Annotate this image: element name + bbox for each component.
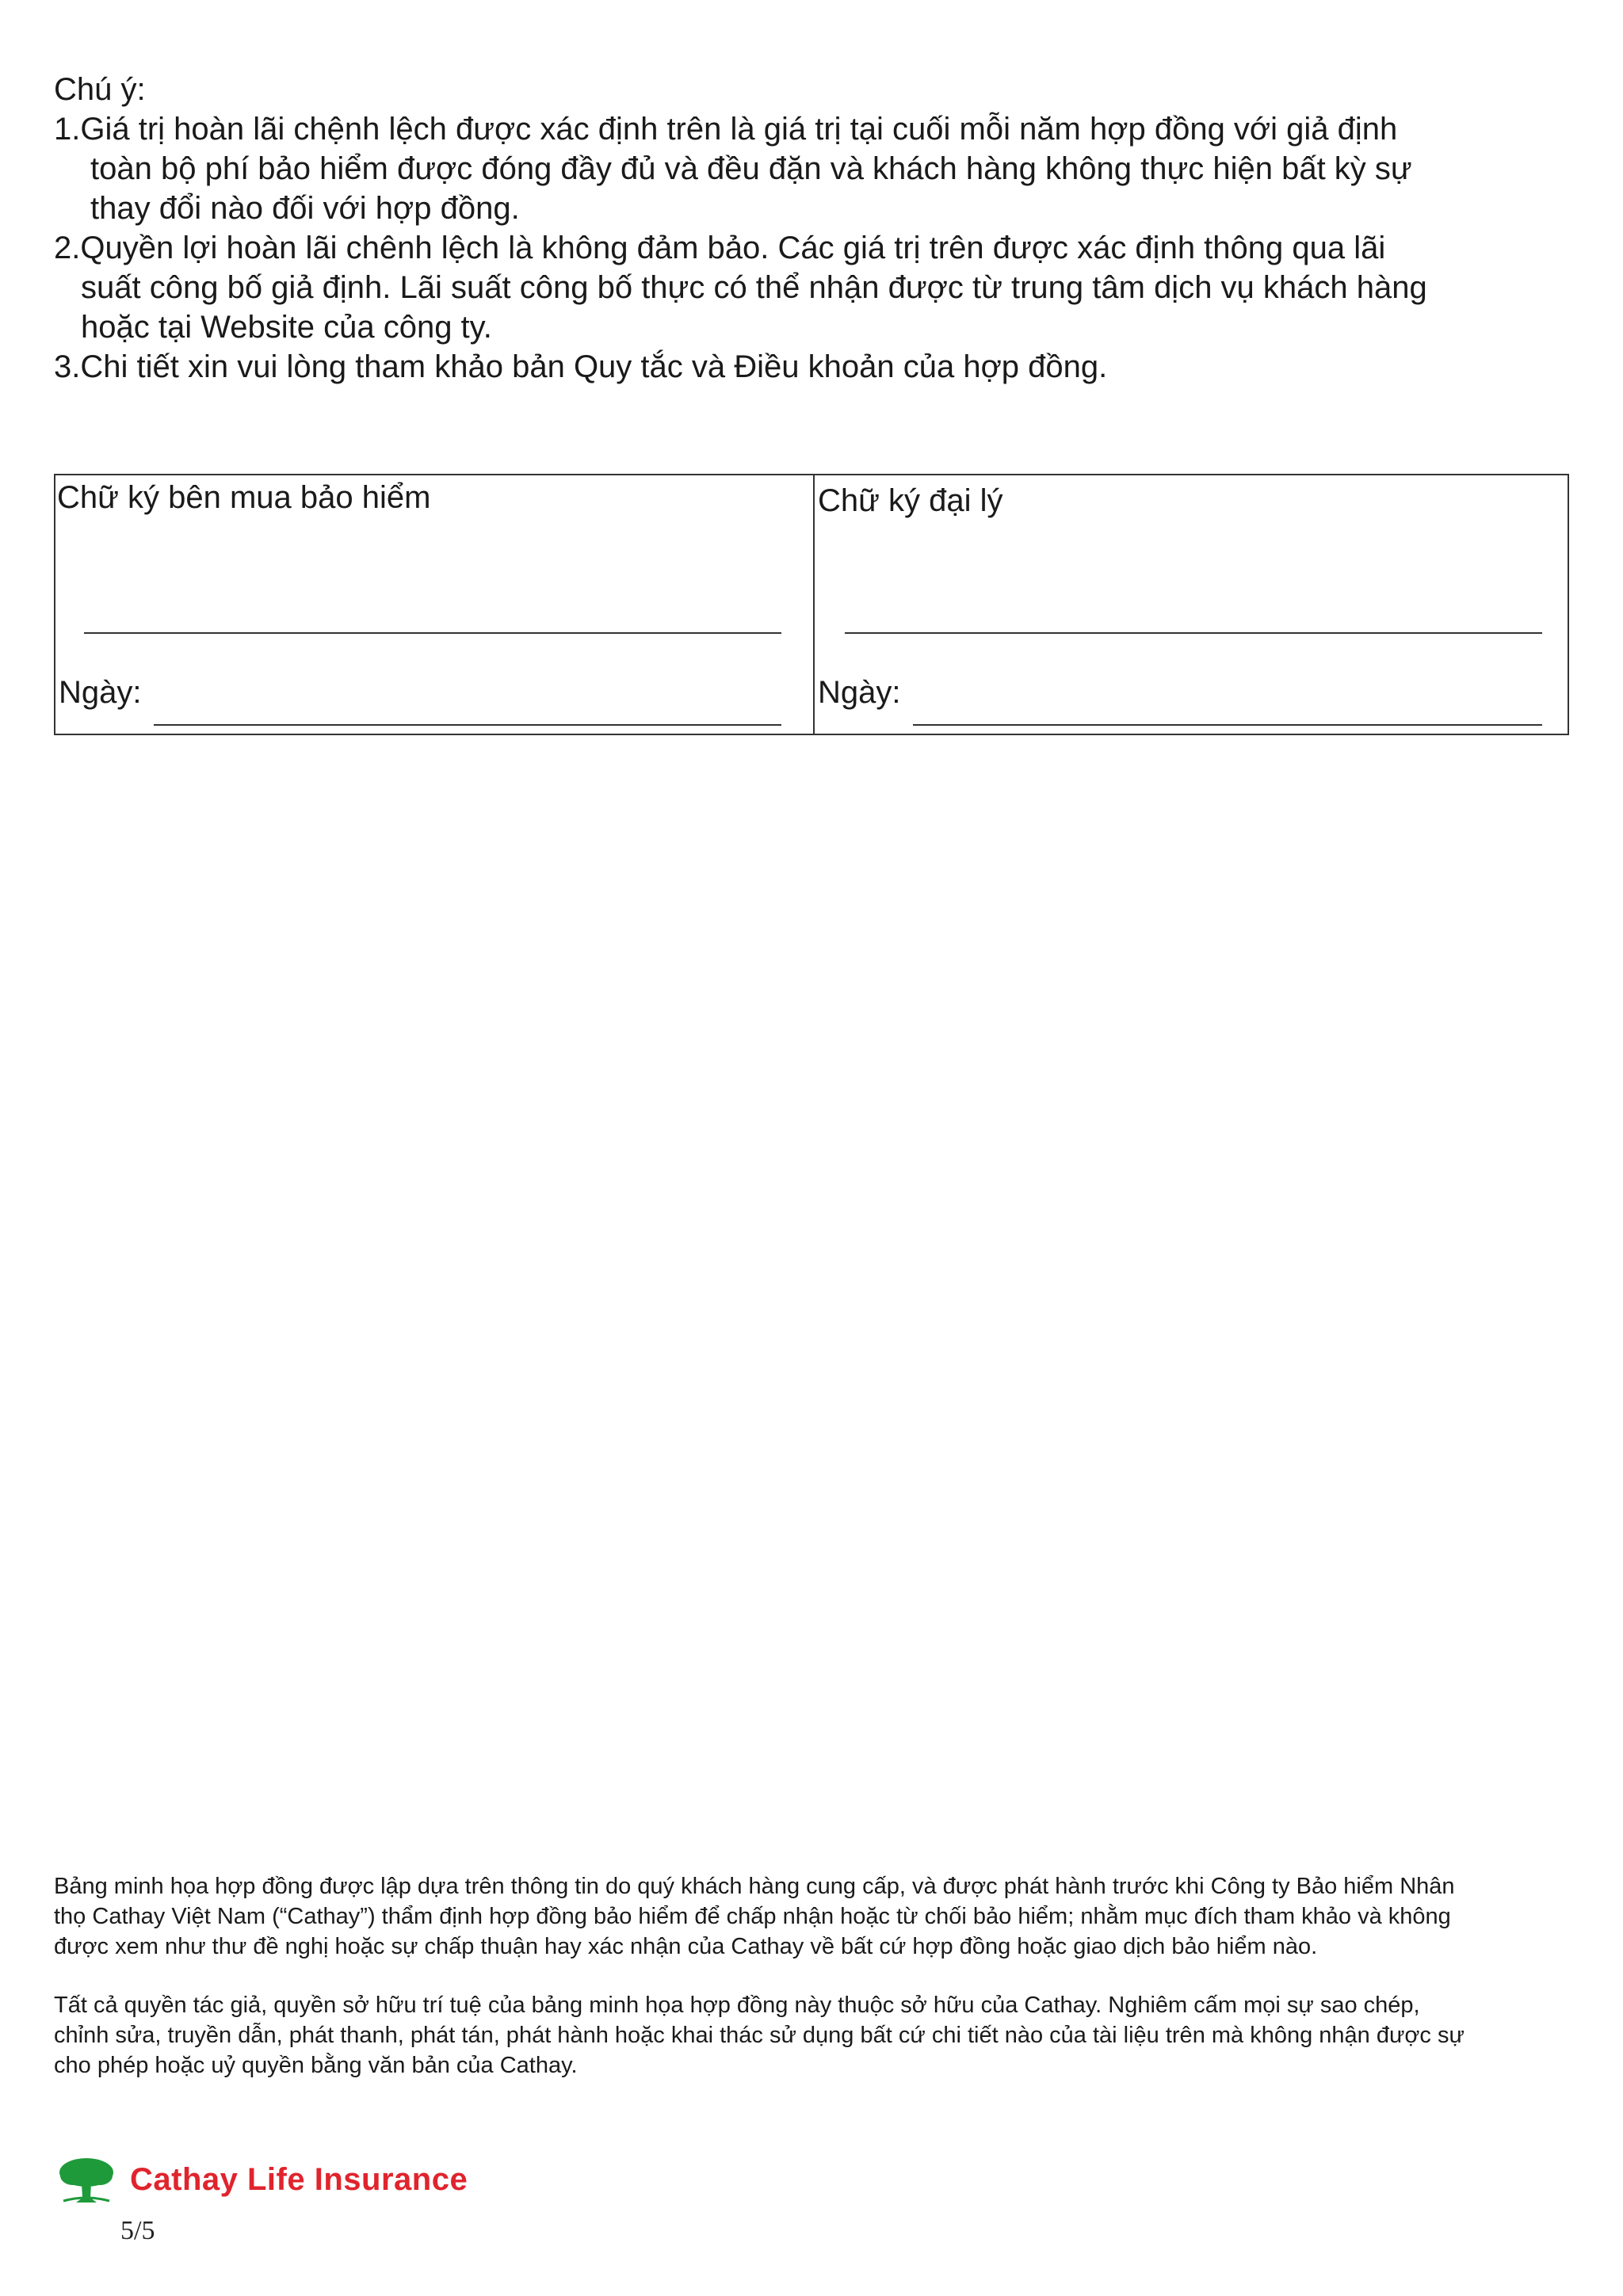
copyright-line-2: chỉnh sửa, truyền dẫn, phát thanh, phát tán, phát hành hoặc khai thác sử dụng bất cứ chi tiết nào của tài liệu trên mà không nhận được sự [54,2023,1465,2048]
brand-logo [57,2155,468,2204]
note-2-line-2: suất công bố giả định. Lãi suất công bố thực có thể nhận được từ trung tâm dịch vụ khách hàng [81,270,1427,305]
note-1-line-3: thay đổi nào đối với hợp đồng. [90,191,520,226]
agent-date-label: Ngày: [818,675,901,710]
disclaimer-paragraph [54,1871,1560,1962]
signature-table [54,474,1569,735]
copyright-paragraph [54,1990,1560,2081]
buyer-date-label: Ngày: [59,675,142,710]
agent-signature-label: Chữ ký đại lý [818,483,1003,518]
buyer-signature-line[interactable] [84,632,781,634]
buyer-date-line[interactable] [154,724,781,726]
disclaimer-line-2: thọ Cathay Việt Nam (“Cathay”) thẩm định hợp đồng bảo hiểm để chấp nhận hoặc từ chối bảo hiểm; nhằm mục đích tham khảo và không [54,1904,1451,1929]
agent-signature-line[interactable] [845,632,1542,634]
note-1-line-2: toàn bộ phí bảo hiểm được đóng đầy đủ và đều đặn và khách hàng không thực hiện bất kỳ sự [90,151,1412,186]
brand-name: Cathay Life Insurance [130,2161,468,2197]
buyer-signature-cell [55,475,815,734]
disclaimer-line-3: được xem như thư đề nghị hoặc sự chấp thuận hay xác nhận của Cathay về bất cứ hợp đồng hoặc giao dịch bảo hiểm nào. [54,1934,1318,1959]
copyright-line-1: Tất cả quyền tác giả, quyền sở hữu trí tuệ của bảng minh họa hợp đồng này thuộc sở hữu của Cathay. Nghiêm cấm mọi sự sao chép, [54,1993,1420,2018]
note-2-line-3: hoặc tại Website của công ty. [81,310,492,345]
agent-signature-cell [815,475,1568,734]
buyer-signature-label: Chữ ký bên mua bảo hiểm [57,480,431,515]
copyright-line-3: cho phép hoặc uỷ quyền bằng văn bản của Cathay. [54,2053,578,2078]
disclaimer-line-1: Bảng minh họa hợp đồng được lập dựa trên thông tin do quý khách hàng cung cấp, và được phát hành trước khi Công ty Bảo hiểm Nhân [54,1874,1455,1899]
agent-date-line[interactable] [913,724,1542,726]
notes-section [54,70,1528,387]
note-3: 3.Chi tiết xin vui lòng tham khảo bản Quy tắc và Điều khoản của hợp đồng. [54,349,1108,384]
note-2-line-1: 2.Quyền lợi hoàn lãi chênh lệch là không đảm bảo. Các giá trị trên được xác định thông qua lãi [54,231,1386,265]
tree-icon [57,2155,116,2204]
page-number: 5/5 [120,2216,155,2245]
note-1-line-1: 1.Giá trị hoàn lãi chệnh lệch được xác định trên là giá trị tại cuối mỗi năm hợp đồng với giả định [54,112,1398,147]
notes-heading: Chú ý: [54,72,146,107]
